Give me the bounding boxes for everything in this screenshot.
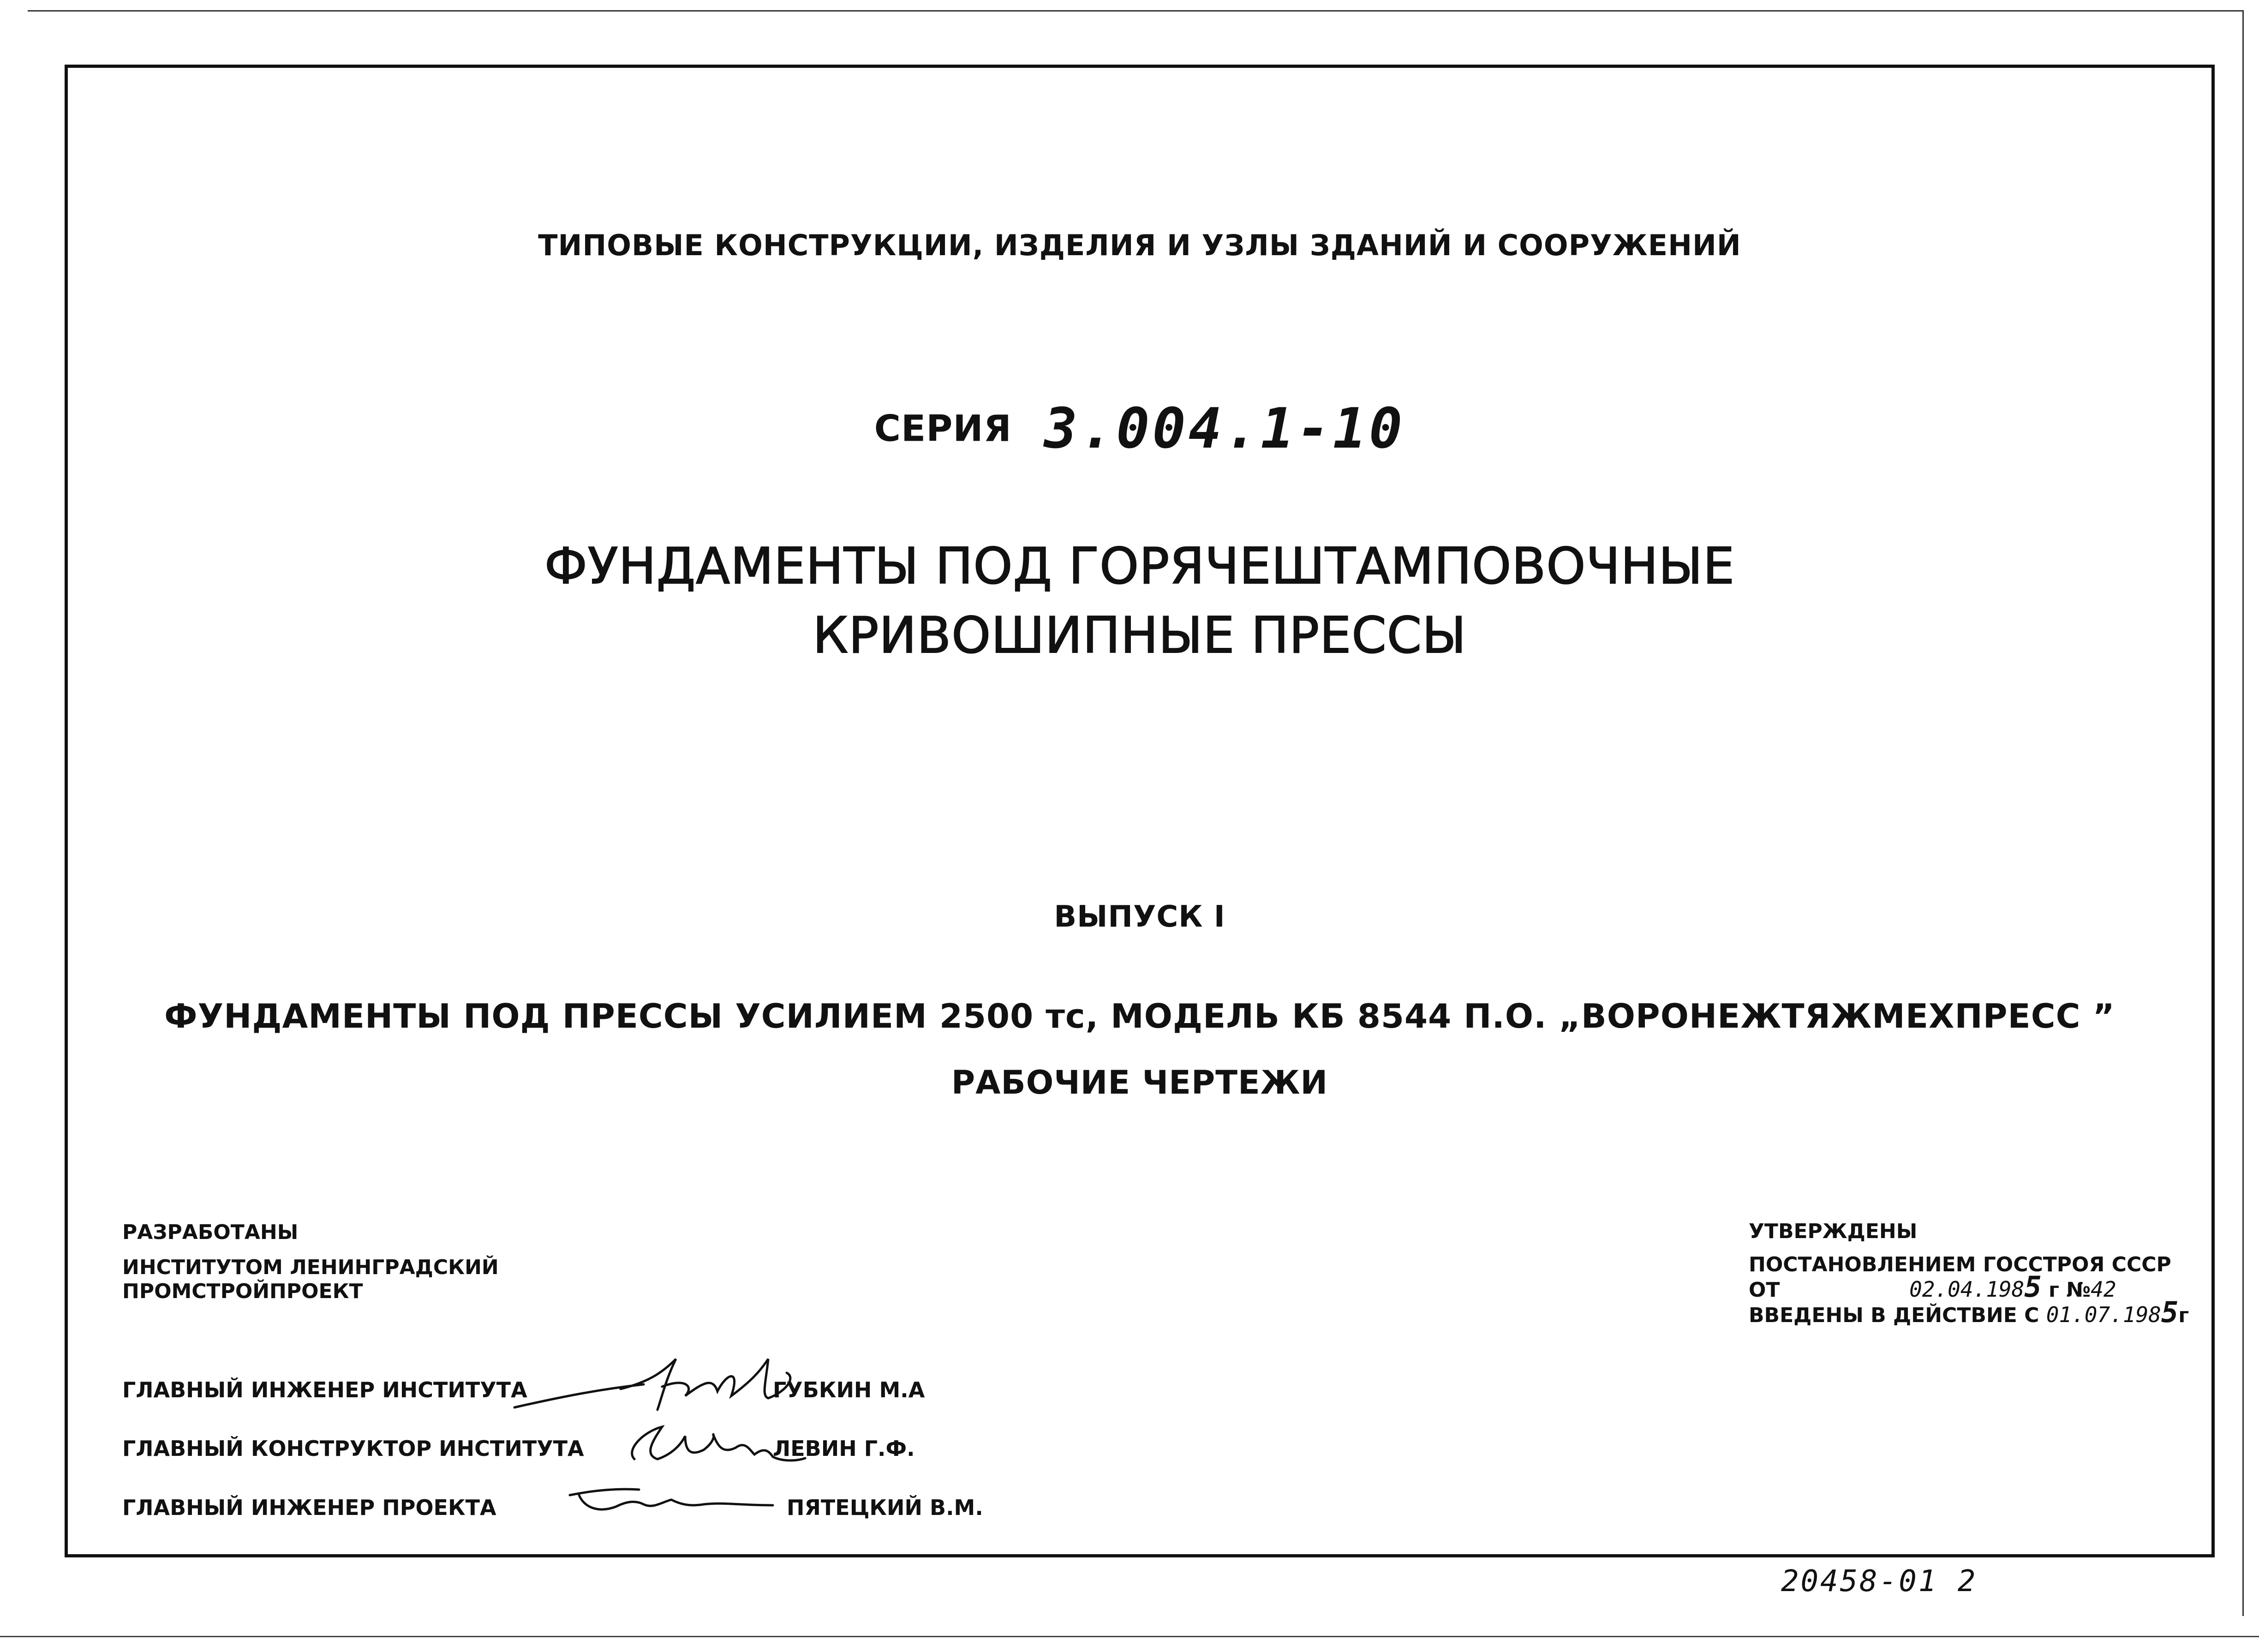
effective-date: 01.07.198 <box>2046 1302 2161 1327</box>
signature-role: ГЛАВНЫЙ КОНСТРУКТОР ИНСТИТУТА <box>122 1436 584 1461</box>
approval-block <box>1749 1221 2189 1327</box>
developer-line-2: ПРОМСТРОЙПРОЕКТ <box>122 1280 363 1303</box>
signature-person: ПЯТЕЦКИЙ В.М. <box>787 1495 983 1520</box>
handwritten-signature <box>565 1463 777 1527</box>
series-label: СЕРИЯ <box>874 408 1012 450</box>
document-title-line-2: КРИВОШИПНЫЕ ПРЕССЫ <box>813 607 1467 664</box>
subtitle-line-1: ФУНДАМЕНТЫ ПОД ПРЕССЫ УСИЛИЕМ 2500 тс, МОДЕЛЬ КБ 8544 П.О. „ВОРОНЕЖТЯЖМЕХПРЕСС ” <box>164 997 2115 1035</box>
signature-row-project-engineer <box>122 1495 1045 1523</box>
approval-line-3 <box>1749 1295 2189 1329</box>
signature-person: ЛЕВИН Г.Ф. <box>773 1436 915 1461</box>
document-number: 20458-01 2 <box>1781 1564 1978 1598</box>
signature-person: ГУБКИН М.А <box>773 1377 925 1402</box>
drawing-frame <box>65 65 2215 1557</box>
approval-date-last-digit: 5 <box>2024 1270 2042 1304</box>
developed-caption: РАЗРАБОТАНЫ <box>122 1221 299 1244</box>
approval-date: 02.04.198 <box>1909 1277 2025 1302</box>
developer-line-1: ИНСТИТУТОМ ЛЕНИНГРАДСКИЙ <box>122 1256 499 1279</box>
sheet-edge-right <box>2242 10 2244 1616</box>
signature-role: ГЛАВНЫЙ ИНЖЕНЕР ИНСТИТУТА <box>122 1377 527 1402</box>
approval-number-mark: г № <box>2048 1278 2091 1302</box>
effective-label: ВВЕДЕНЫ В ДЕЙСТВИЕ С <box>1749 1304 2039 1327</box>
series-number: 3.004.1-10 <box>1044 397 1405 461</box>
sheet-edge-bottom <box>0 1636 2259 1637</box>
effective-date-last-digit: 5 <box>2161 1295 2179 1329</box>
series-row <box>65 397 2215 461</box>
issue-label: ВЫПУСК I <box>1054 900 1225 934</box>
signature-role: ГЛАВНЫЙ ИНЖЕНЕР ПРОЕКТА <box>122 1495 496 1520</box>
approval-number: 42 <box>2091 1277 2116 1302</box>
sheet-edge-top <box>28 10 2242 12</box>
approval-line-2 <box>1749 1270 2189 1304</box>
collection-header: ТИПОВЫЕ КОНСТРУКЦИИ, ИЗДЕЛИЯ И УЗЛЫ ЗДАНИЙ И СООРУЖЕНИЙ <box>538 228 1741 262</box>
document-title-line-1: ФУНДАМЕНТЫ ПОД ГОРЯЧЕШТАМПОВОЧНЫЕ <box>544 538 1735 595</box>
approval-from-label: ОТ <box>1749 1278 1780 1302</box>
approved-caption: УТВЕРЖДЕНЫ <box>1749 1220 1918 1243</box>
subtitle-line-2: РАБОЧИЕ ЧЕРТЕЖИ <box>951 1064 1328 1101</box>
approval-line-1: ПОСТАНОВЛЕНИЕМ ГОССТРОЯ СССР <box>1749 1253 2171 1276</box>
signature-row-chief-designer <box>122 1436 1045 1464</box>
developer-block <box>122 1221 499 1304</box>
signature-row-chief-engineer <box>122 1377 1045 1405</box>
effective-year-suffix: г <box>2178 1304 2189 1327</box>
